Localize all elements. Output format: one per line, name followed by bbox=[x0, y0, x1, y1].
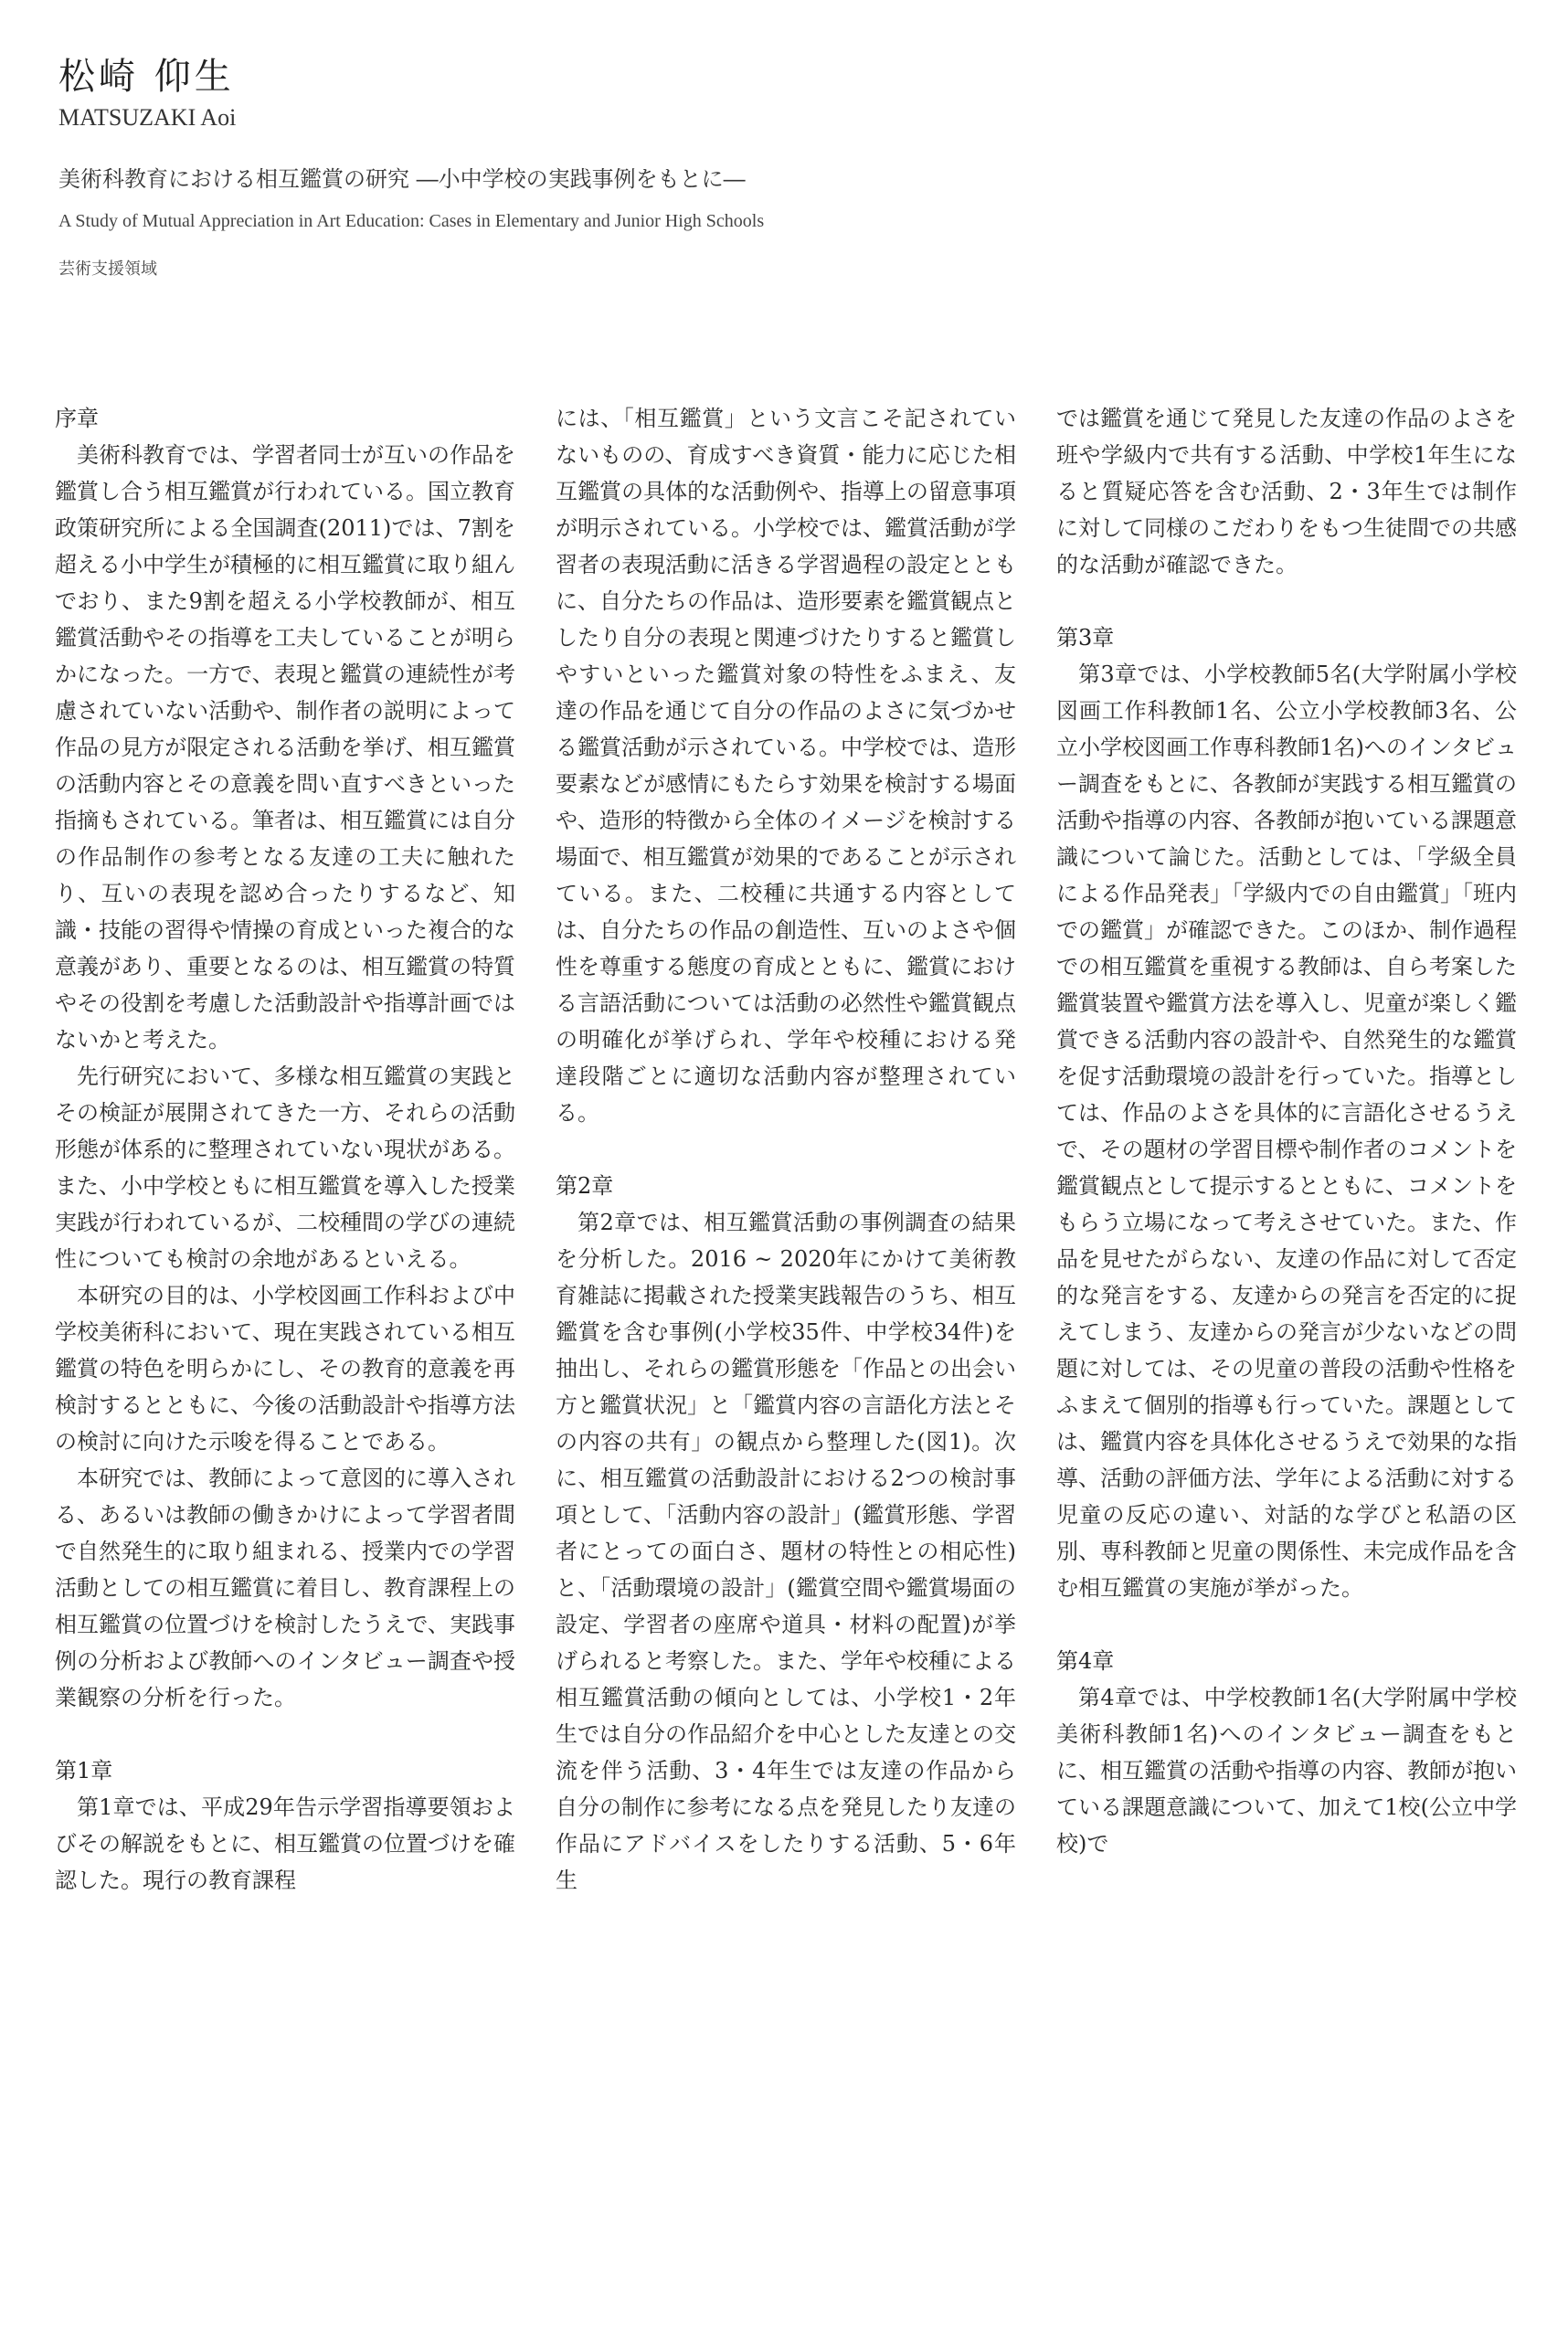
column-3 bbox=[1056, 400, 1517, 2282]
author-name-ja: 松崎 仰生 bbox=[58, 56, 235, 98]
column-2 bbox=[556, 400, 1016, 2282]
paragraph: 第1章では、平成29年告示学習指導要領およびその解説をもとに、相互鑑賞の位置づけを確認した。現行の教育課程 bbox=[55, 1794, 515, 1893]
paragraph-continued: では鑑賞を通じて発見した友達の作品のよさを班や学級内で共有する活動、中学校1年生になると質疑応答を含む活動、2・3年生では制作に対して同様のこだわりをもつ生徒間での共感的な活動が確認できた。 bbox=[1056, 406, 1517, 577]
paragraph: 第2章では、相互鑑賞活動の事例調査の結果を分析した。2016 ~ 2020年にかけて美術教育雑誌に掲載された授業実践報告のうち、相互鑑賞を含む事例(小学校35件、中学校34件)を抽出し、それらの鑑賞形態を「作品との出会い方と鑑賞状況」と「鑑賞内容の言語化方法とその内容の共有」の観点から整理した(図1)。次に、相互鑑賞の活動設計における2つの検討事項として、「活動内容の設計」(鑑賞形態、学習者にとっての面白さ、題材の特性との相応性)と、「活動環境の設計」(鑑賞空間や鑑賞場面の設定、学習者の座席や道具・材料の配置)が挙げられると考察した。また、学年や校種による相互鑑賞活動の傾向としては、小学校1・2年生では自分の作品紹介を中心とした友達との交流を伴う活動、3・4年生では友達の作品から自分の制作に参考になる点を発見したり友達の作品にアドバイスをしたりする活動、5・6年生 bbox=[556, 1210, 1016, 1893]
paragraph: 第3章では、小学校教師5名(大学附属小学校図画工作科教師1名、公立小学校教師3名、公立小学校図画工作専科教師1名)へのインタビュー調査をもとに、各教師が実践する相互鑑賞の活動や指導の内容、各教師が抱いている課題意識について論じた。活動としては、「学級全員による作品発表」「学級内での自由鑑賞」「班内での鑑賞」が確認できた。このほか、制作過程での相互鑑賞を重視する教師は、自ら考案した鑑賞装置や鑑賞方法を導入し、児童が楽しく鑑賞できる活動内容の設計や、自然発生的な鑑賞を促す活動環境の設計を行っていた。指導としては、作品のよさを具体的に言語化させるうえで、その題材の学習目標や制作者のコメントを鑑賞観点として提示するとともに、コメントをもらう立場になって考えさせていた。また、作品を見せたがらない、友達の作品に対して否定的な発言をする、友達からの発言を否定的に捉えてしまう、友達からの発言が少ないなどの問題に対しては、その児童の普段の活動や性格をふまえて個別的指導も行っていた。課題としては、鑑賞内容を具体化させるうえで効果的な指導、活動の評価方法、学年による活動に対する児童の反応の違い、対話的な学びと私語の区別、専科教師と児童の関係性、未完成作品を含む相互鑑賞の実施が挙がった。 bbox=[1056, 661, 1517, 1601]
section-heading-chapter-3: 第3章 bbox=[1056, 625, 1115, 651]
column-1 bbox=[55, 400, 515, 2282]
paragraph: 第4章では、中学校教師1名(大学附属中学校美術科教師1名)へのインタビュー調査をもとに、相互鑑賞の活動や指導の内容、教師が抱いている課題意識について、加えて1校(公立中学校)で bbox=[1056, 1685, 1517, 1857]
paragraph: 本研究では、教師によって意図的に導入される、あるいは教師の働きかけによって学習者間で自然発生的に取り組まれる、授業内での学習活動としての相互鑑賞に着目し、教育課程上の相互鑑賞の位置づけを検討したうえで、実践事例の分析および教師へのインタビュー調査や授業観察の分析を行った。 bbox=[55, 1466, 515, 1710]
paragraph: 美術科教育では、学習者同士が互いの作品を鑑賞し合う相互鑑賞が行われている。国立教育政策研究所による全国調査(2011)では、7割を超える小中学生が積極的に相互鑑賞に取り組んでおり、また9割を超える小学校教師が、相互鑑賞活動やその指導を工夫していることが明らかになった。一方で、表現と鑑賞の連続性が考慮されていない活動や、制作者の説明によって作品の見方が限定される活動を挙げ、相互鑑賞の活動内容とその意義を問い直すべきといった指摘もされている。筆者は、相互鑑賞には自分の作品制作の参考となる友達の工夫に触れたり、互いの表現を認め合ったりするなど、知識・技能の習得や情操の育成といった複合的な意義があり、重要となるのは、相互鑑賞の特質やその役割を考慮した活動設計や指導計画ではないかと考えた。 bbox=[55, 442, 515, 1053]
paper-title-en: A Study of Mutual Appreciation in Art Education: Cases in Elementary and Junior High Schools bbox=[58, 211, 765, 231]
section-gap bbox=[1056, 583, 1517, 619]
section-heading-chapter-4: 第4章 bbox=[1056, 1648, 1115, 1674]
section-gap bbox=[55, 1716, 515, 1752]
paragraph-continued: には、「相互鑑賞」という文言こそ記されていないものの、育成すべき資質・能力に応じた相互鑑賞の具体的な活動例や、指導上の留意事項が明示されている。小学校では、鑑賞活動が学習者の表現活動に活きる学習過程の設定とともに、自分たちの作品は、造形要素を鑑賞観点としたり自分の表現と関連づけたりすると鑑賞しやすいといった鑑賞対象の特性をふまえ、友達の作品を通じて自分の作品のよさに気づかせる鑑賞活動が示されている。中学校では、造形要素などが感情にもたらす効果を検討する場面や、造形的特徴から全体のイメージを検討する場面で、相互鑑賞が効果的であることが示されている。また、二校種に共通する内容としては、自分たちの作品の創造性、互いのよさや個性を尊重する態度の育成とともに、鑑賞における言語活動については活動の必然性や鑑賞観点の明確化が挙げられ、学年や校種における発達段階ごとに適切な活動内容が整理されている。 bbox=[556, 406, 1016, 1126]
author-name-en: MATSUZAKI Aoi bbox=[58, 104, 237, 131]
section-heading-chapter-2: 第2章 bbox=[556, 1173, 614, 1199]
paragraph: 本研究の目的は、小学校図画工作科および中学校美術科において、現在実践されている相互鑑賞の特色を明らかにし、その教育的意義を再検討するとともに、今後の活動設計や指導方法の検討に向けた示唆を得ることである。 bbox=[55, 1283, 515, 1455]
body-columns bbox=[55, 400, 1517, 2282]
section-gap bbox=[1056, 1606, 1517, 1643]
paragraph: 先行研究において、多様な相互鑑賞の実践とその検証が展開されてきた一方、それらの活動形態が体系的に整理されていない現状がある。また、小中学校ともに相互鑑賞を導入した授業実践が行われているが、二校種間の学びの連続性についても検討の余地があるといえる。 bbox=[55, 1064, 515, 1272]
research-field: 芸術支援領域 bbox=[58, 259, 157, 279]
paper-title-ja: 美術科教育における相互鑑賞の研究 ―小中学校の実践事例をもとに― bbox=[58, 166, 746, 192]
paper-header bbox=[58, 53, 1511, 281]
section-heading-intro: 序章 bbox=[55, 406, 99, 431]
section-heading-chapter-1: 第1章 bbox=[55, 1758, 113, 1783]
section-gap bbox=[556, 1131, 1016, 1168]
